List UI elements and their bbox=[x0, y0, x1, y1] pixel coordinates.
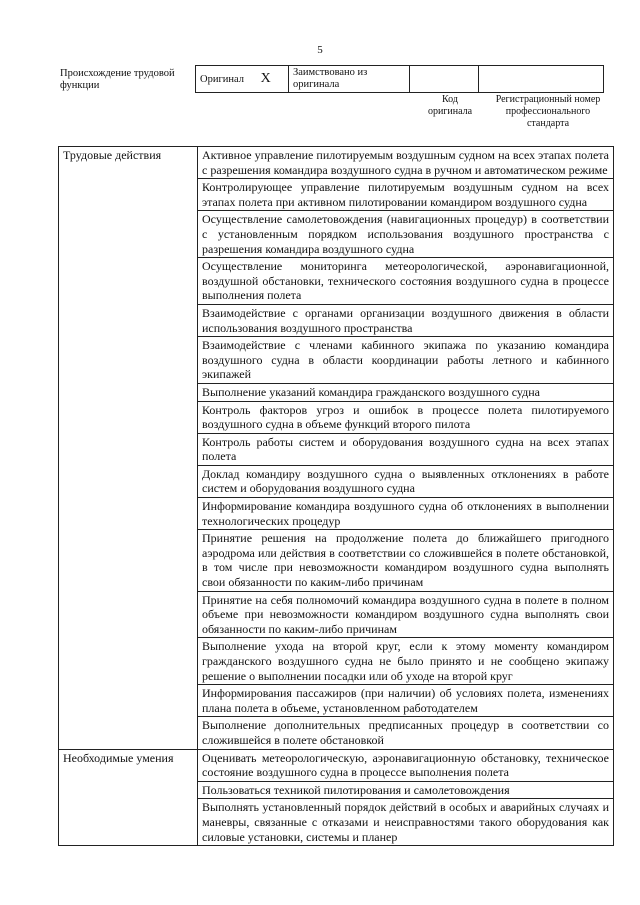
origin-table bbox=[195, 65, 604, 93]
section-item: Принятие на себя полномочий командира воздушного судна в полете в полном объеме при невозможности командиром воздушного судна выполнять свои обязанности по каким-либо причинам bbox=[198, 591, 614, 638]
reg-number-cell bbox=[479, 66, 604, 93]
section-item: Информирования пассажиров (при наличии) об условиях полета, изменениях плана полета в объеме, установленном работодателем bbox=[198, 685, 614, 717]
section-item: Взаимодействие с членами кабинного экипажа по указанию командира воздушного судна в области координации работы летного и кабинного экипажей bbox=[198, 337, 614, 384]
section-item: Взаимодействие с органами организации воздушного движения в области использования воздушного пространства bbox=[198, 304, 614, 336]
section-item: Осуществление мониторинга метеорологической, аэронавигационной, воздушной обстановки, технического состояния воздушного судна в процессе выполнения полета bbox=[198, 258, 614, 305]
borrowed-cell: Заимствовано из оригинала bbox=[289, 66, 410, 93]
original-cell bbox=[196, 66, 289, 93]
section-title: Необходимые умения bbox=[59, 749, 198, 846]
reg-number-label: Регистрационный номер профессионального стандарта bbox=[495, 94, 601, 129]
section-item: Выполнение ухода на второй круг, если к этому моменту командиром гражданского воздушного судна не было принято и не сообщено экипажу решение о выполнении посадки или об уходе на второй круг bbox=[198, 638, 614, 685]
section-item: Выполнение указаний командира гражданского воздушного судна bbox=[198, 383, 614, 401]
original-mark: X bbox=[260, 71, 271, 86]
code-cell bbox=[410, 66, 479, 93]
origin-label: Происхождение трудовой функции bbox=[60, 68, 175, 91]
section-item: Принятие решения на продолжение полета до ближайшего пригодного аэродрома или действия в соответствии со сложившейся в полете обстановкой, в том числе при невозможности командиром воздушного судна выполнять свои обязанности по каким-либо причинам bbox=[198, 530, 614, 591]
section-item: Контролирующее управление пилотируемым воздушным судном на всех этапах полета при активном пилотировании командиром воздушного судна bbox=[198, 179, 614, 211]
section-item: Осуществление самолетовождения (навигационных процедур) в соответствии с установленным порядком использования воздушного пространства с разрешения командира воздушного судна bbox=[198, 211, 614, 258]
section-title: Трудовые действия bbox=[59, 147, 198, 750]
section-item: Информирование командира воздушного судна об отклонениях в выполнении технологических процедур bbox=[198, 498, 614, 530]
original-label: Оригинал bbox=[200, 74, 244, 85]
table-row bbox=[59, 749, 614, 781]
section-item: Пользоваться техникой пилотирования и самолетовождения bbox=[198, 781, 614, 799]
section-item: Выполнение дополнительных предписанных процедур в соответствии со сложившейся в полете обстановкой bbox=[198, 717, 614, 749]
section-item: Оценивать метеорологическую, аэронавигационную обстановку, техническое состояние воздушного судна в процессе выполнения полета bbox=[198, 749, 614, 781]
section-item: Контроль работы систем и оборудования воздушного судна на всех этапах полета bbox=[198, 433, 614, 465]
section-item: Выполнять установленный порядок действий в особых и аварийных случаях и маневры, связанные с отказами и неисправностями такого оборудования как силовые установки, системы и планер bbox=[198, 799, 614, 846]
section-item: Доклад командиру воздушного судна о выявленных отклонениях в работе систем и оборудования воздушного судна bbox=[198, 465, 614, 497]
section-item: Активное управление пилотируемым воздушным судном на всех этапах полета с разрешения командира воздушного судна в ручном и автоматическом режиме bbox=[198, 147, 614, 179]
table-row bbox=[59, 147, 614, 179]
labor-function-table bbox=[58, 146, 614, 846]
code-label: Код оригинала bbox=[427, 94, 473, 117]
page-number: 5 bbox=[317, 44, 323, 56]
section-item: Контроль факторов угроз и ошибок в процессе полета пилотируемого воздушного судна в объеме функций второго пилота bbox=[198, 401, 614, 433]
